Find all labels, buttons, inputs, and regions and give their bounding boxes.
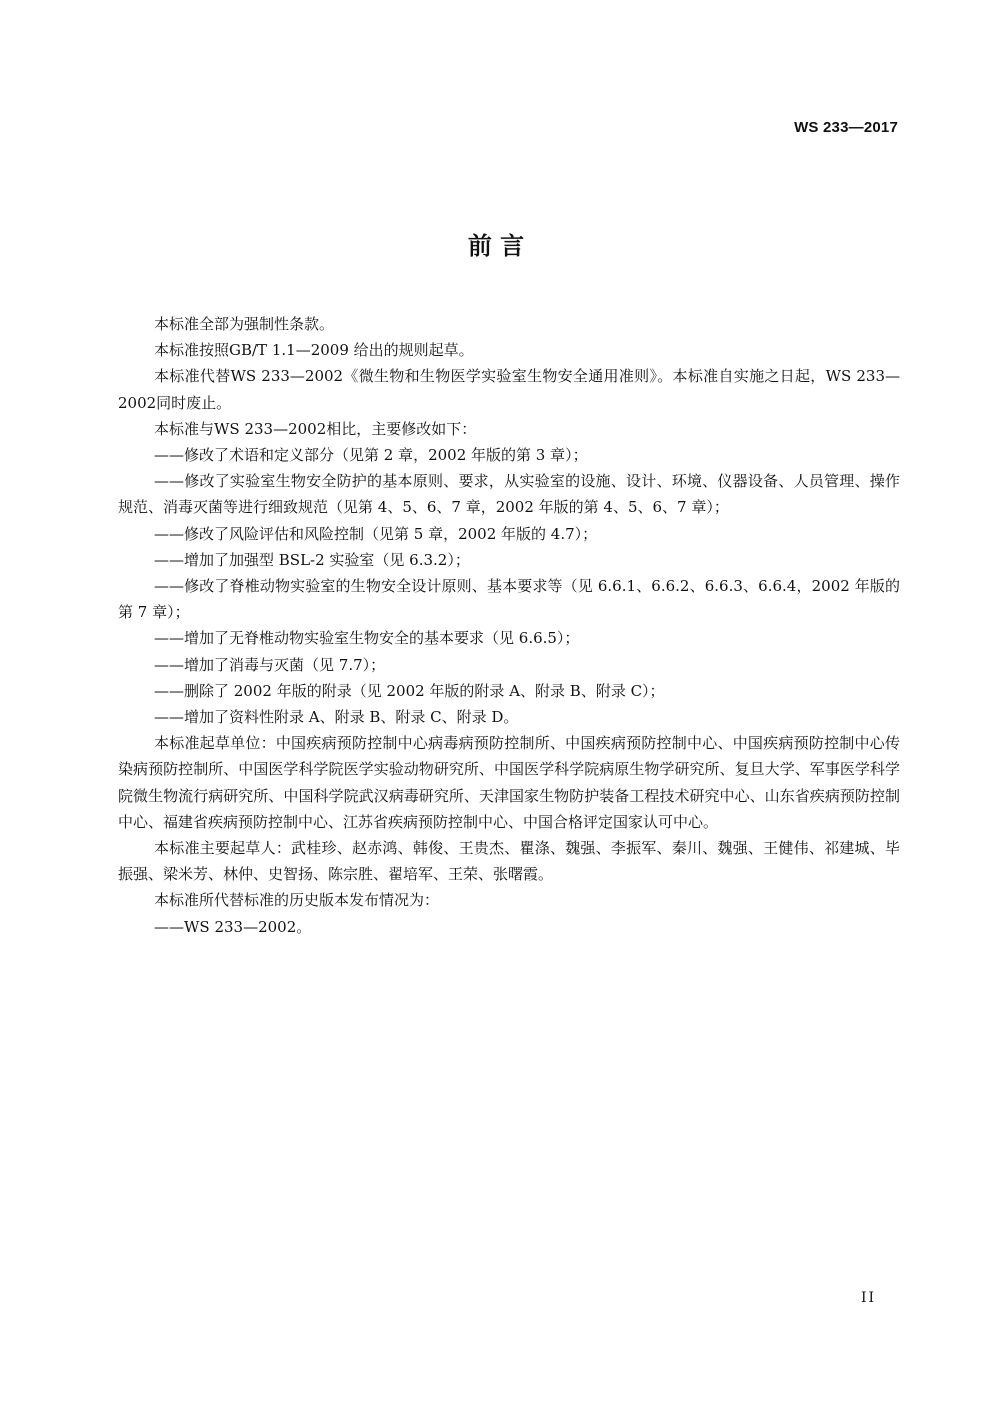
- list-item: ——增加了资料性附录 A、附录 B、附录 C、附录 D。: [154, 708, 519, 727]
- list-item: ——WS 233—2002。: [154, 917, 312, 936]
- paragraph: 本标准代替WS 233—2002《微生物和生物医学实验室生物安全通用准则》。本标准自实施之日起，WS 233—2002同时废止。: [118, 367, 900, 412]
- paragraph: 本标准按照GB/T 1.1—2009 给出的规则起草。: [154, 341, 474, 360]
- list-item: ——修改了术语和定义部分（见第 2 章，2002 年版的第 3 章）；: [154, 446, 588, 465]
- paragraph: 本标准所代替标准的历史版本发布情况为：: [154, 891, 440, 910]
- list-item: ——增加了消毒与灭菌（见 7.7）；: [154, 655, 386, 674]
- paragraph: 本标准与WS 233—2002相比，主要修改如下：: [154, 419, 477, 438]
- list-item: ——修改了风险评估和风险控制（见第 5 章，2002 年版的 4.7）；: [154, 524, 598, 543]
- foreword-body: [118, 311, 900, 940]
- page-number: II: [860, 1290, 876, 1306]
- list-item: ——修改了脊椎动物实验室的生物安全设计原则、基本要求等（见 6.6.1、6.6.2、6.6.3、6.6.4，2002 年版的第 7 章）；: [118, 577, 900, 622]
- page-title: 前 言: [467, 232, 525, 260]
- document-code: WS 233—2017: [794, 119, 898, 136]
- drafters: 本标准主要起草人：武桂珍、赵赤鸿、韩俊、王贵杰、瞿涤、魏强、李振军、秦川、魏强、王健伟、祁建城、毕振强、梁米芳、林仲、史智扬、陈宗胜、翟培军、王荣、张曙霞。: [118, 839, 900, 884]
- paragraph: 本标准全部为强制性条款。: [154, 315, 335, 333]
- list-item: ——增加了加强型 BSL-2 实验室（见 6.3.2）；: [154, 550, 470, 569]
- drafting-units: 本标准起草单位：中国疾病预防控制中心病毒病预防控制所、中国疾病预防控制中心、中国疾病预防控制中心传染病预防控制所、中国医学科学院医学实验动物研究所、中国医学科学院病原生物学研究所、复旦大学、军事医学科学院微生物流行病研究所、中国科学院武汉病毒研究所、天津国家生物防护装备工程技术研究中心、山东省疾病预防控制中心、福建省疾病预防控制中心、江苏省疾病预防控制中心、中国合格评定国家认可中心。: [118, 734, 900, 831]
- list-item: ——增加了无脊椎动物实验室生物安全的基本要求（见 6.6.5）；: [154, 629, 580, 648]
- list-item: ——修改了实验室生物安全防护的基本原则、要求，从实验室的设施、设计、环境、仪器设备、人员管理、操作规范、消毒灭菌等进行细致规范（见第 4、5、6、7 章，2002 年版的第 4、5、6、7 章）；: [118, 472, 900, 517]
- list-item: ——删除了 2002 年版的附录（见 2002 年版的附录 A、附录 B、附录 C）；: [154, 681, 665, 700]
